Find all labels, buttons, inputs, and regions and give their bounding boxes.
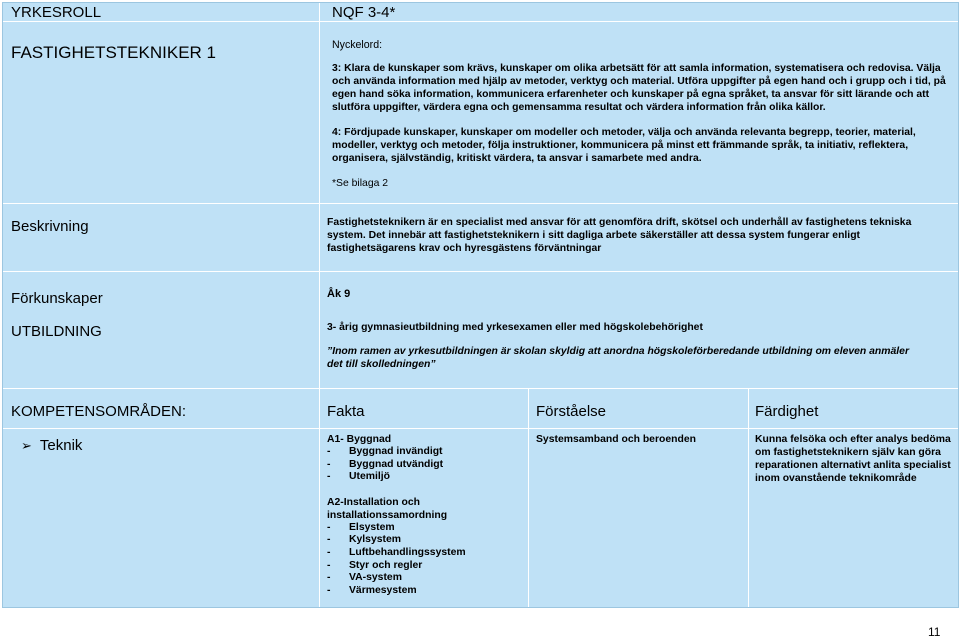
list-item: - Elsystem [349, 522, 522, 535]
column-divider [748, 388, 749, 607]
page-number: 11 [928, 625, 941, 639]
list-item: - Kylsystem [349, 534, 522, 547]
nyckelord-level3: 3: Klara de kunskaper som krävs, kunskaper om olika arbetsätt för att samla information, systematisera och redovisa. Välja och använda information med hjälp av metoder, verktyg och material. Utföra uppgifter på egen hand och i grupp och i tid, på egen hand söka information, kommunicera erfarenheter och kunskaper på egna språket, ta ansvar för sitt lärande och att slutföra uppgifter, värdera egna och gemensamma resultat och värdera information från olika källor. [332, 63, 946, 113]
col-header-fakta: Fakta [327, 403, 365, 420]
list-item: - Byggnad invändigt [349, 446, 522, 459]
utbildning-label: UTBILDNING [11, 323, 102, 340]
column-divider [528, 388, 529, 607]
row-divider [3, 21, 958, 22]
beskrivning-text: Fastighetsteknikern är en specialist med ansvar för att genomföra drift, skötsel och underhåll av fastighetens tekniska system. Det innebär att fastighetsteknikern i sitt dagliga arbete säkerställer att dessa system fungerar enligt fastighetsägarens krav och hyresgästens förväntningar [327, 217, 912, 254]
nyckelord-level4: 4: Fördjupade kunskaper, kunskaper om modeller och metoder, välja och använda relevanta begrepp, teorier, material, modeller, verktyg och metoder, följa instruktioner, kommunicera på minst ett främmande språk, ta initiativ, reflektera, organisera, självständig, kritiskt värdera, ta ansvar i samarbete med andra. [332, 127, 916, 164]
fakta-a2-list [327, 522, 522, 598]
teknik-label: Teknik [39, 437, 83, 454]
row-divider [3, 271, 958, 272]
nyckelord-note: *Se bilaga 2 [332, 178, 389, 189]
nyckelord-block [332, 39, 952, 190]
fakta-a1-title: A1- Byggnad [327, 434, 392, 445]
forkunskaper-value: Åk 9 [327, 288, 351, 300]
teknik-fardighet: Kunna felsöka och efter analys bedöma om fastighetsteknikern själv kan göra reparationen alternativt anlita specialist inom ovanstående teknikområde [755, 434, 951, 484]
column-divider [319, 3, 320, 607]
document-table [2, 2, 959, 608]
list-item: - Utemiljö [349, 471, 522, 484]
beskrivning-label: Beskrivning [11, 218, 89, 235]
arrow-bullet-icon: ➢ [21, 439, 32, 454]
list-item: - Styr och regler [349, 560, 522, 573]
list-item: - Luftbehandlingssystem [349, 547, 522, 560]
list-item: - Byggnad utvändigt [349, 459, 522, 472]
header-right-title: NQF 3-4* [332, 4, 396, 21]
row-divider [3, 428, 958, 429]
kompetens-label: KOMPETENSOMRÅDEN: [11, 403, 187, 420]
role-name: FASTIGHETSTEKNIKER 1 [11, 43, 216, 62]
row-divider [3, 388, 958, 389]
teknik-fakta [327, 433, 522, 597]
teknik-row-label [21, 437, 82, 454]
fakta-a2-title: A2-Installation och installationssamordning [327, 496, 448, 521]
teknik-forstaelse: Systemsamband och beroenden [536, 434, 696, 445]
header-left-title: YRKESROLL [11, 4, 102, 21]
list-item: - VA-system [349, 572, 522, 585]
col-header-fardighet: Färdighet [755, 403, 819, 420]
utbildning-quote: ”Inom ramen av yrkesutbildningen är skolan skyldig att anordna högskoleförberedande utbildning om eleven anmäler det till skolledningen” [327, 346, 910, 370]
row-divider [3, 203, 958, 204]
utbildning-value: 3- årig gymnasieutbildning med yrkesexamen eller med högskolebehörighet [327, 322, 703, 333]
col-header-forstaelse: Förståelse [536, 403, 607, 420]
list-item: - Värmesystem [349, 585, 522, 598]
forkunskaper-label: Förkunskaper [11, 290, 103, 307]
fakta-a1-list [327, 446, 522, 484]
nyckelord-label: Nyckelord: [332, 39, 383, 51]
